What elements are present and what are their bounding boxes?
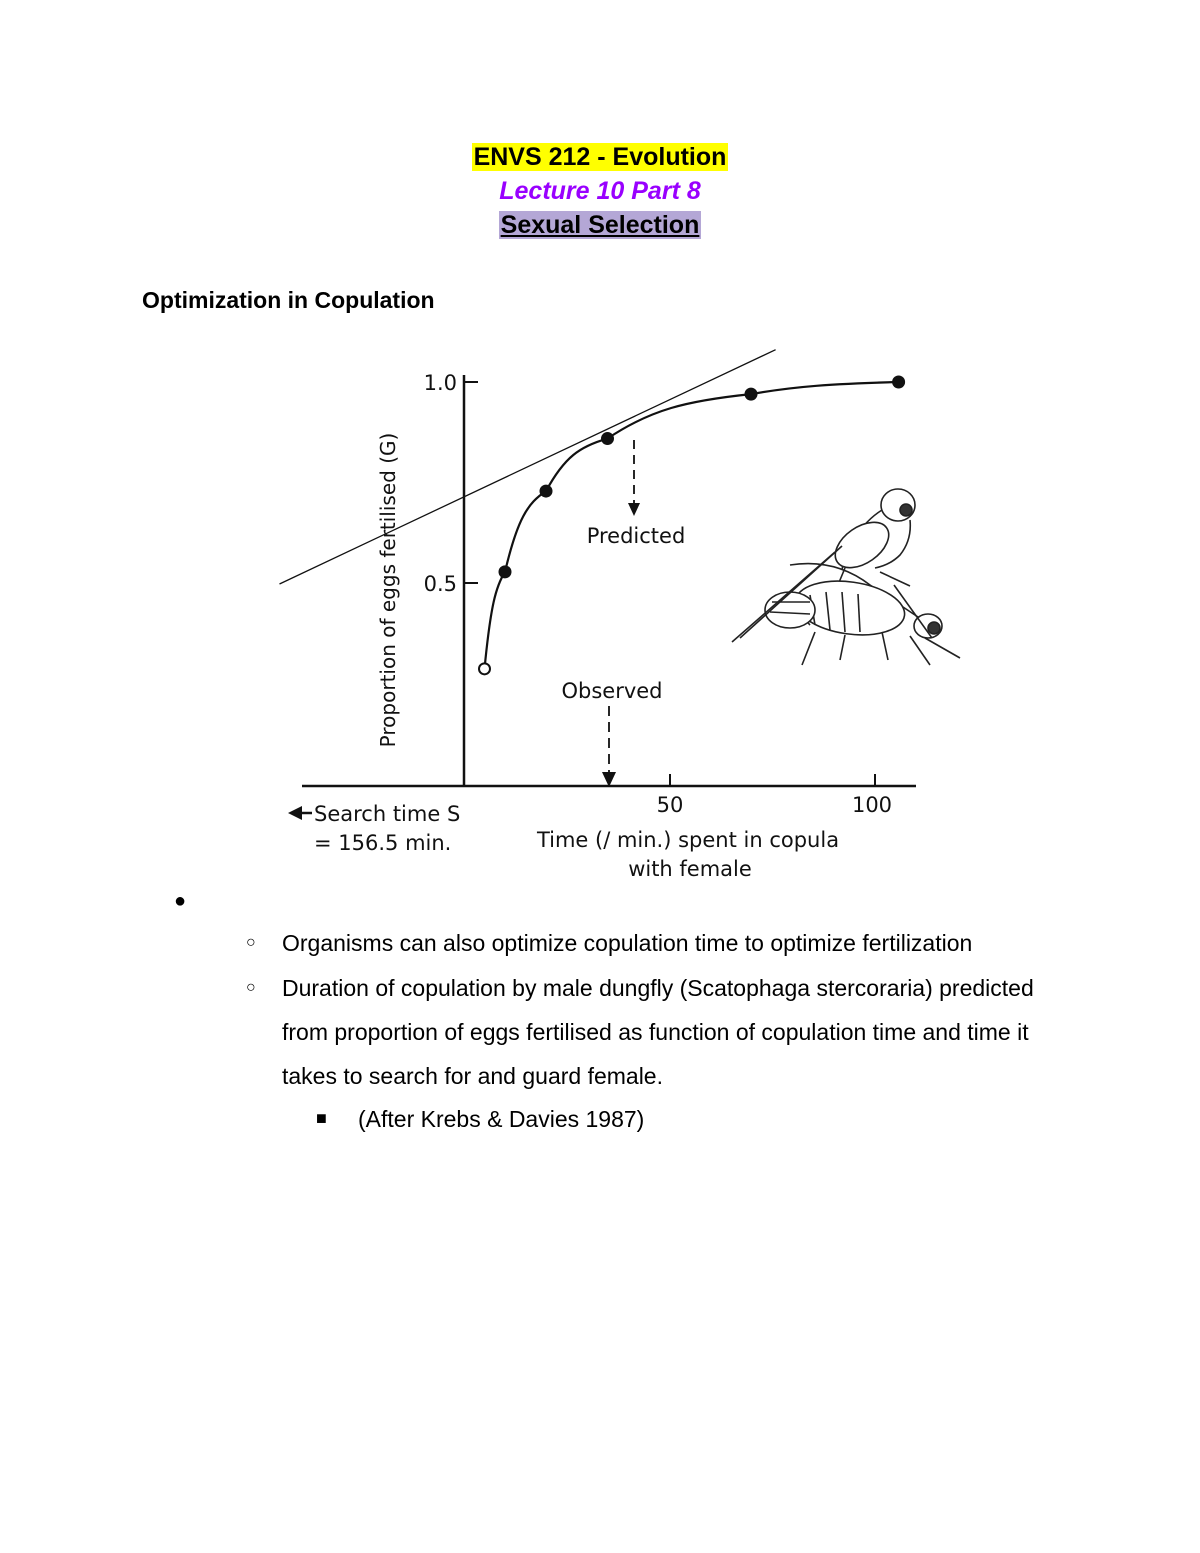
predicted-label: Predicted <box>586 524 686 548</box>
list-item: Duration of copulation by male dungfly (Scatophaga stercoraria) predicted from proportion of eggs fertilised as function of copulation time and time it takes to search for and guard female. <box>282 975 1034 1089</box>
predicted-arrow-icon <box>628 503 640 516</box>
data-point <box>499 565 512 578</box>
observed-label: Observed <box>561 679 663 703</box>
tangent-line <box>280 350 776 584</box>
x-tick-label-50: 50 <box>656 793 684 817</box>
data-point-open <box>479 663 490 674</box>
data-point <box>745 388 758 401</box>
lecture-title: Lecture 10 Part 8 <box>499 177 701 205</box>
section-heading: Optimization in Copulation <box>142 287 435 313</box>
chart-svg <box>270 340 970 895</box>
x-axis-label-line2: with female <box>628 857 752 881</box>
data-point <box>540 485 553 498</box>
search-time-label: Search time S <box>314 802 461 826</box>
data-point <box>892 376 905 389</box>
data-point <box>601 432 614 445</box>
bullet-level2-marker: ○ <box>246 934 256 951</box>
document-header <box>0 140 1200 242</box>
copulation-chart <box>270 340 970 895</box>
bullet-level2-marker: ○ <box>246 979 256 996</box>
y-tick-label-05: 0.5 <box>423 572 457 596</box>
course-title: ENVS 212 - Evolution <box>473 143 727 171</box>
topic-title: Sexual Selection <box>500 211 700 239</box>
x-tick-label-100: 100 <box>851 793 893 817</box>
citation: (After Krebs & Davies 1987) <box>358 1106 645 1132</box>
y-axis-label: Proportion of eggs fertilised (G) <box>376 432 400 748</box>
y-tick-label-1: 1.0 <box>423 371 457 395</box>
bullet-level1-marker: ● <box>174 890 187 912</box>
list-item: Organisms can also optimize copulation time to optimize fertilization <box>282 930 973 956</box>
dungfly-mating-pair-illustration <box>732 489 960 665</box>
bullet-level3-marker: ■ <box>316 1108 327 1128</box>
x-axis-label-line1: Time (/ min.) spent in copula <box>536 828 840 852</box>
search-time-value: = 156.5 min. <box>314 831 452 855</box>
